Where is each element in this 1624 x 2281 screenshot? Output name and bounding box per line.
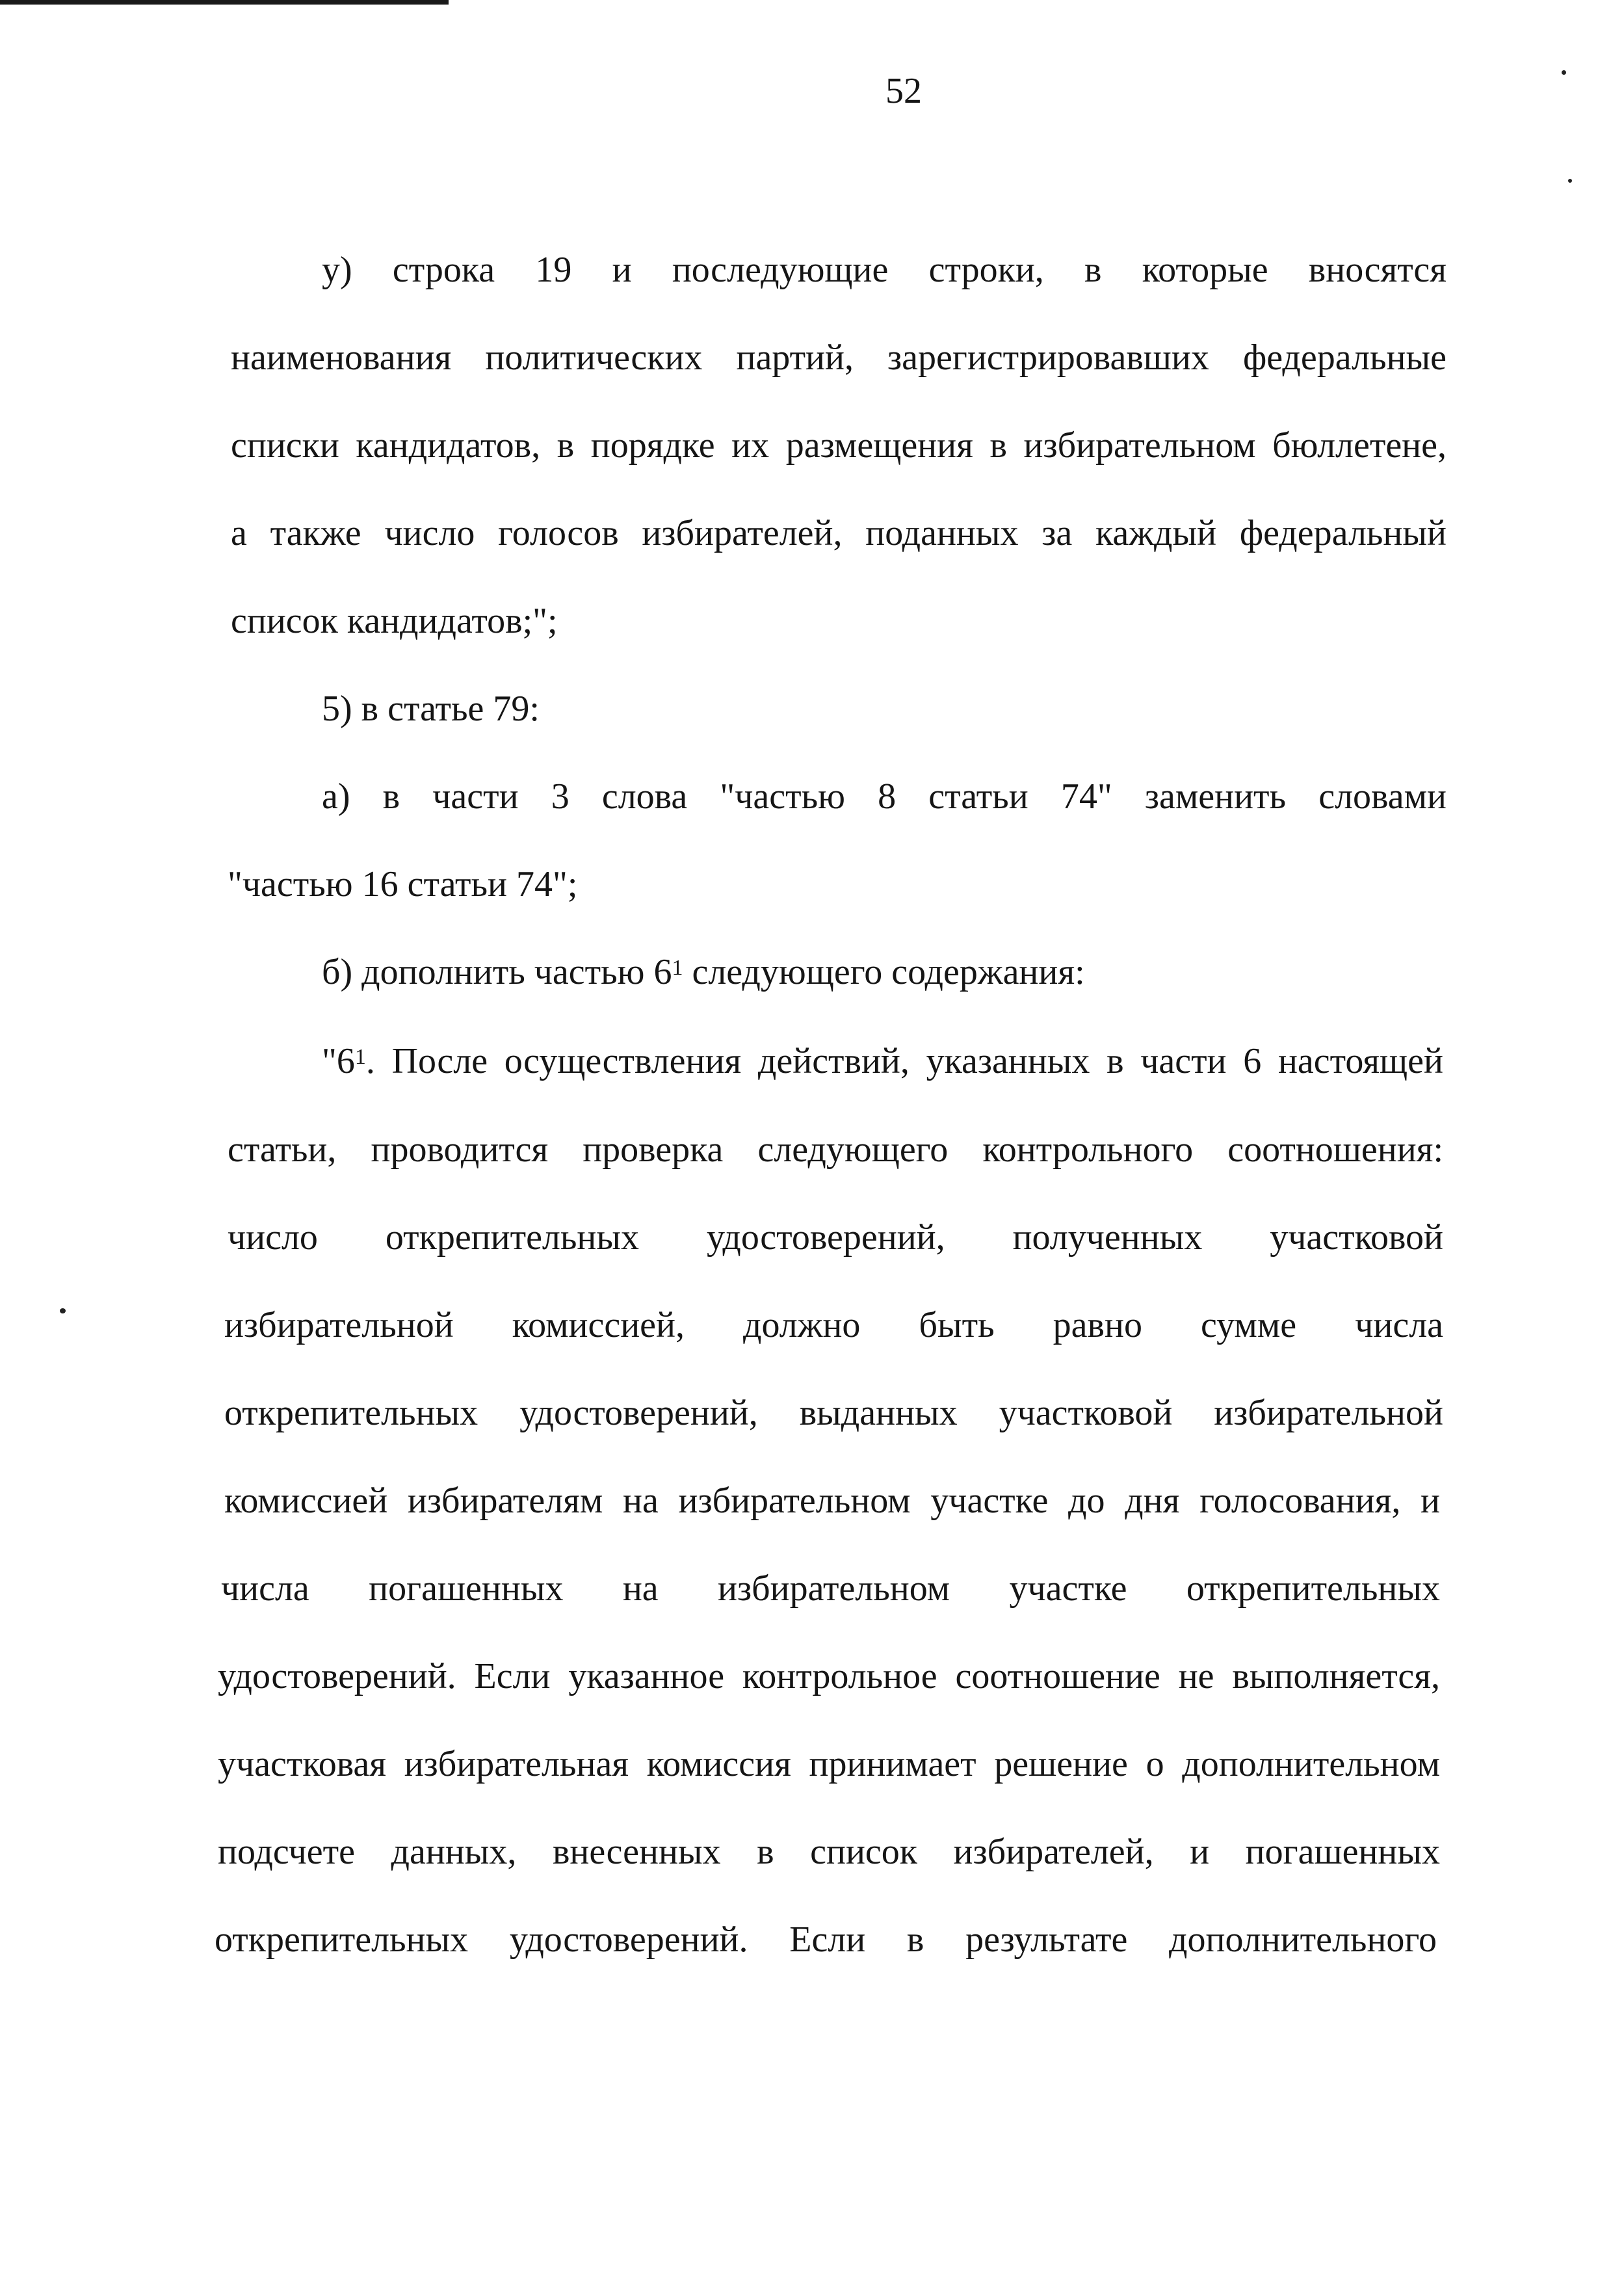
text-fragment: б) дополнить частью 6 bbox=[322, 952, 672, 992]
text-line: 5) в статье 79: bbox=[322, 689, 540, 729]
text-line: избирательной комиссией, должно быть равно сумме числа bbox=[224, 1305, 1443, 1345]
superscript: 1 bbox=[354, 1045, 366, 1069]
text-line bbox=[322, 1038, 1443, 1084]
text-line: комиссией избирателям на избирательном участке до дня голосования, и bbox=[224, 1481, 1440, 1521]
scan-speck bbox=[1568, 179, 1572, 183]
text-line: открепительных удостоверений. Если в результате дополнительного bbox=[215, 1919, 1437, 1960]
text-line: число открепительных удостоверений, полученных участковой bbox=[228, 1217, 1443, 1258]
text-line: списки кандидатов, в порядке их размещения в избирательном бюллетене, bbox=[231, 425, 1447, 466]
top-rule bbox=[0, 0, 449, 5]
text-line: наименования политических партий, зарегистрировавших федеральные bbox=[231, 337, 1447, 378]
text-line: участковая избирательная комиссия принимает решение о дополнительном bbox=[218, 1744, 1440, 1784]
text-line: а) в части 3 слова "частью 8 статьи 74" заменить словами bbox=[322, 776, 1447, 817]
superscript: 1 bbox=[672, 956, 683, 980]
text-fragment: "6 bbox=[322, 1041, 355, 1081]
text-line: а также число голосов избирателей, поданных за каждый федеральный bbox=[231, 513, 1447, 553]
text-line: открепительных удостоверений, выданных участковой избирательной bbox=[224, 1393, 1443, 1433]
text-line: числа погашенных на избирательном участке открепительных bbox=[221, 1568, 1440, 1609]
text-line: подсчете данных, внесенных в список избирателей, и погашенных bbox=[218, 1832, 1440, 1872]
page-number: 52 bbox=[885, 71, 922, 111]
text-line: "частью 16 статьи 74"; bbox=[228, 864, 578, 904]
text-line bbox=[322, 949, 1085, 995]
text-fragment: . После осуществления действий, указанных в части 6 настоящей bbox=[365, 1041, 1443, 1081]
text-line: удостоверений. Если указанное контрольное соотношение не выполняется, bbox=[218, 1656, 1440, 1696]
scan-speck bbox=[1562, 70, 1566, 75]
text-line: список кандидатов;"; bbox=[231, 601, 558, 641]
text-line: статьи, проводится проверка следующего контрольного соотношения: bbox=[228, 1129, 1443, 1170]
text-fragment: следующего содержания: bbox=[683, 952, 1085, 992]
scan-speck bbox=[60, 1308, 66, 1313]
text-line: у) строка 19 и последующие строки, в которые вносятся bbox=[322, 250, 1447, 290]
